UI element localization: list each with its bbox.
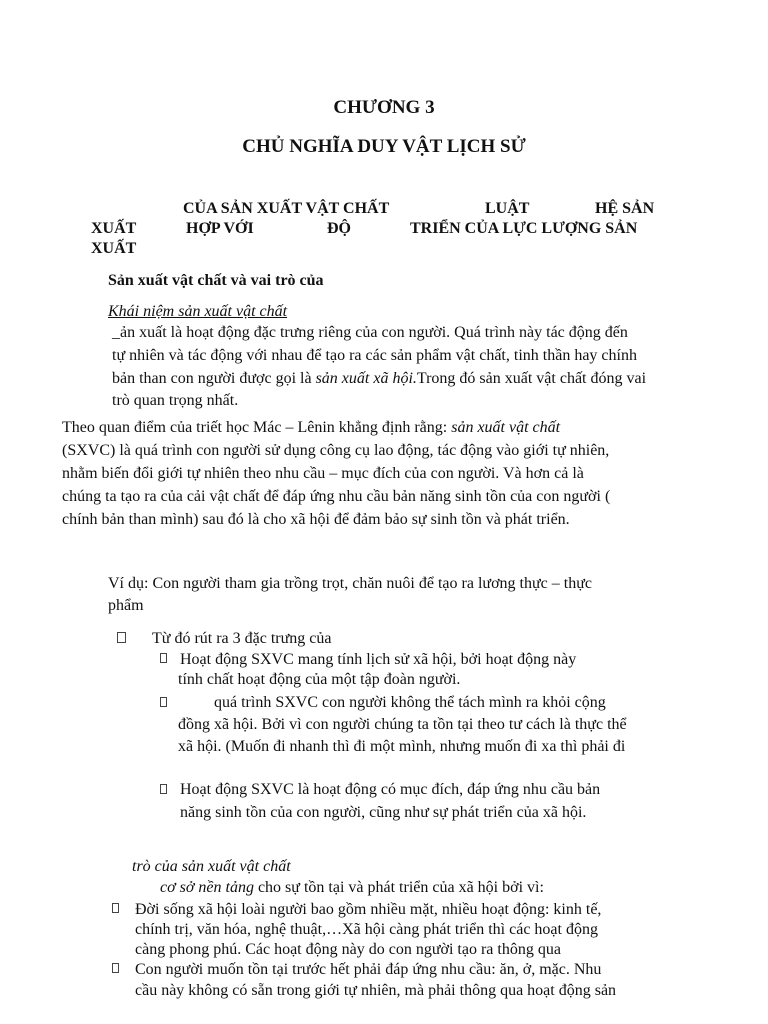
text-line: chúng ta tạo ra của cải vật chất để đáp ứng nhu cầu bản năng sinh tồn của con người ( [62,488,611,505]
text-line: phẩm [108,597,144,614]
heading-fragment: TRIỂN CỦA LỰC LƯỢNG SẢN [410,220,638,237]
section1-title: Sản xuất vật chất và vai trò của [108,272,324,289]
role-point-1-line: Đời sống xã hội loài người bao gồm nhiều mặt, nhiều hoạt động: kinh tế, [135,901,602,918]
concept-title: Khái niệm sản xuất vật chất [108,303,288,320]
bullet-icon [112,903,119,916]
feature-3-line: năng sinh tồn của con người, cũng như sự phát triển của xã hội. [180,804,587,821]
text-run: Theo quan điểm của triết học Mác – Lênin khẳng định rằng: [62,419,452,436]
chapter-title: CHỦ NGHĨA DUY VẬT LỊCH SỬ [242,136,526,157]
bullet-icon [112,963,119,976]
heading-fragment: HỆ SẢN [595,200,655,217]
role-point-1-line: càng phong phú. Các hoạt động này do con người tạo ra thông qua [135,941,561,958]
role-title: trò của sản xuất vật chất [132,858,291,875]
text-line: Ví dụ: Con người tham gia trồng trọt, chăn nuôi để tạo ra lương thực – thực [108,575,592,592]
term-highlight: sản xuất xã hội. [315,370,417,387]
term-highlight: cơ sở nền tảng [160,879,254,896]
text-run: cho sự tồn tại và phát triển của xã hội bởi vì: [253,879,544,896]
role-point-1-line: chính trị, văn hóa, nghệ thuật,…Xã hội càng phát triển thì các hoạt động [135,921,598,938]
role-intro [160,878,544,898]
text-line [112,369,646,389]
term-highlight: sản xuất vật chất [451,419,561,436]
chapter-number: CHƯƠNG 3 [333,97,435,118]
heading-fragment: XUẤT [91,220,137,237]
text-line: chính bản than mình) sau đó là cho xã hội để đảm bảo sự sinh tồn và phát triển. [62,511,570,528]
heading-fragment: CỦA SẢN XUẤT VẬT CHẤT [183,200,390,217]
feature-2-line: quá trình SXVC con người không thể tách mình ra khỏi cộng [214,694,606,711]
heading-fragment: XUẤT [91,240,137,257]
text-line: trò quan trọng nhất. [112,392,239,409]
bullet-icon [160,697,167,710]
text-run: Trong đó sản xuất vật chất đóng vai [416,370,647,387]
text-line [62,418,560,438]
feature-3-line: Hoạt động SXVC là hoạt động có mục đích, đáp ứng nhu cầu bản [180,781,601,798]
bullet-icon [160,653,167,666]
role-point-2-line: Con người muốn tồn tại trước hết phải đáp ứng nhu cầu: ăn, ở, mặc. Nhu [135,961,602,978]
feature-1-line: tính chất hoạt động của một tập đoàn người. [178,671,461,688]
text-line: nhằm biến đổi giới tự nhiên theo nhu cầu – mục đích của con người. Và hơn cả là [62,465,584,482]
features-intro: Từ đó rút ra 3 đặc trưng của [152,630,332,647]
heading-fragment: LUẬT [485,200,530,217]
bullet-icon [117,632,126,646]
text-line: tự nhiên và tác động với nhau để tạo ra các sản phẩm vật chất, tinh thần hay chính [112,347,637,364]
text-run: bản than con người được gọi là [112,370,316,387]
text-line: (SXVC) là quá trình con người sử dụng công cụ lao động, tác động vào giới tự nhiên, [62,442,610,459]
feature-2-line: đồng xã hội. Bởi vì con người chúng ta tồn tại theo tư cách là thực thể [178,716,627,733]
feature-2-line: xã hội. (Muốn đi nhanh thì đi một mình, nhưng muốn đi xa thì phải đi [178,738,626,755]
role-point-2-line: cầu này không có sẵn trong giới tự nhiên, mà phải thông qua hoạt động sản [135,982,617,999]
feature-1-line: Hoạt động SXVC mang tính lịch sử xã hội, bởi hoạt động này [180,651,577,668]
heading-fragment: HỢP VỚI [186,220,254,237]
bullet-icon [160,784,167,797]
text-line: _ản xuất là hoạt động đặc trưng riêng của con người. Quá trình này tác động đến [112,324,628,341]
heading-fragment: ĐỘ [327,220,351,237]
